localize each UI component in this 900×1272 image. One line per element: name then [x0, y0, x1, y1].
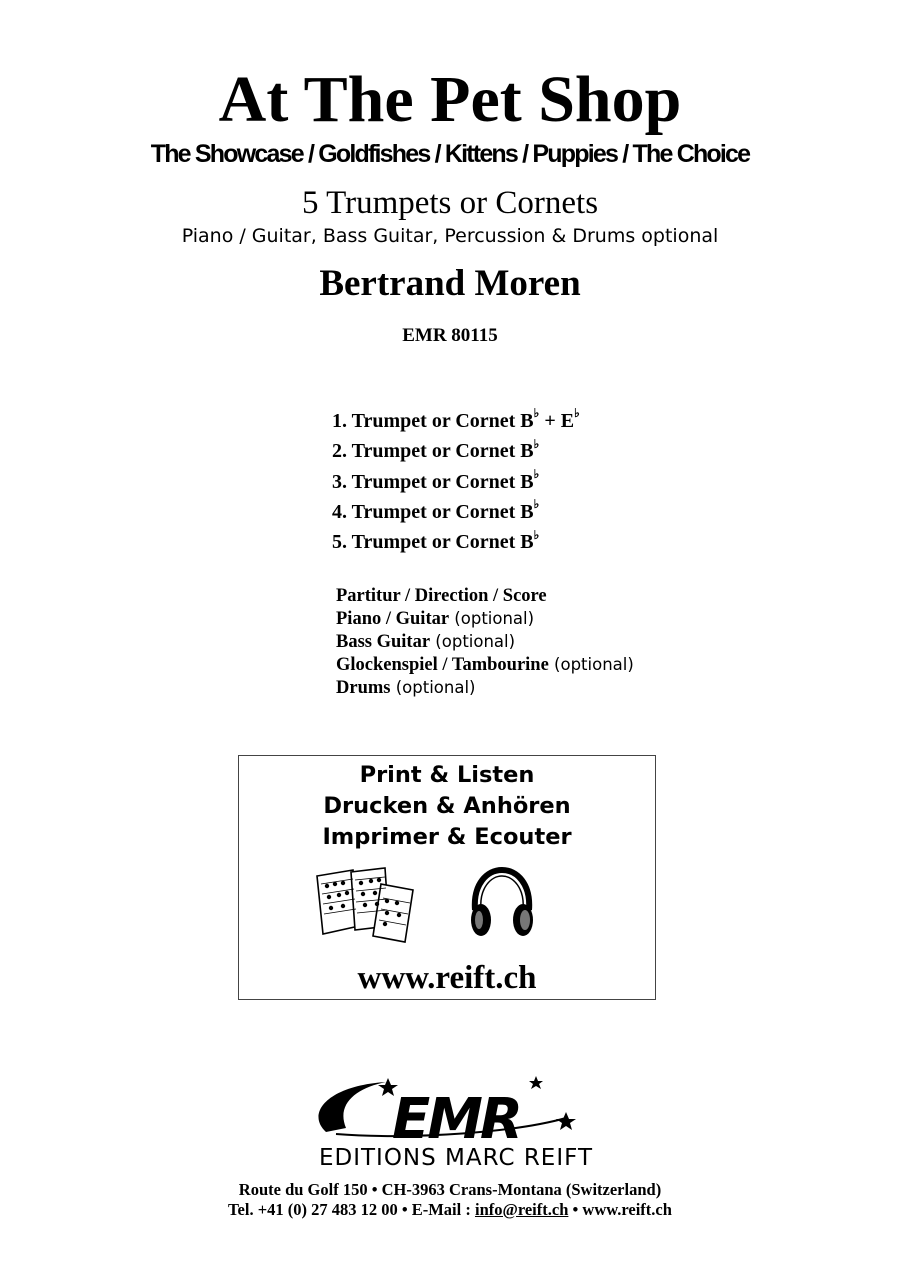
instrumentation: 5 Trumpets or Cornets: [301, 185, 599, 221]
part-item: 3. Trumpet or Cornet B♭: [332, 466, 540, 493]
publisher-name: EDITIONS MARC REIFT: [318, 1145, 594, 1171]
extra-parts-list: [336, 584, 634, 699]
extra-part-item: Drums (optional): [336, 678, 476, 698]
publisher-address: Route du Golf 150 • CH-3963 Crans-Montana (Switzerland): [238, 1180, 662, 1199]
print-listen-fr: Imprimer & Ecouter: [322, 824, 572, 850]
catalog-number: EMR 80115: [402, 325, 498, 346]
website-link[interactable]: www.reift.ch: [357, 960, 537, 996]
optional-instruments: Piano / Guitar, Bass Guitar, Percussion & Drums optional: [181, 225, 719, 247]
composer-name: Bertrand Moren: [319, 263, 581, 304]
extra-part-item: Piano / Guitar (optional): [336, 609, 535, 629]
parts-list: [332, 406, 580, 557]
publisher-logo: [236, 1074, 676, 1174]
part-item: 5. Trumpet or Cornet B♭: [332, 527, 540, 554]
movement-list: The Showcase / Goldfishes / Kittens / Puppies / The Choice: [150, 140, 750, 168]
extra-part-item: Partitur / Direction / Score: [336, 586, 547, 606]
sheet-music-icon: [313, 864, 423, 944]
print-listen-box: [238, 755, 656, 1000]
emr-logo-text: EMR: [391, 1087, 521, 1152]
extra-part-item: Bass Guitar (optional): [336, 632, 516, 652]
extra-part-item: Glockenspiel / Tambourine (optional): [336, 655, 634, 675]
part-item: 2. Trumpet or Cornet B♭: [332, 436, 540, 463]
print-listen-de: Drucken & Anhören: [323, 793, 571, 819]
print-listen-en: Print & Listen: [359, 762, 535, 788]
publisher-contact: Tel. +41 (0) 27 483 12 00 • E-Mail : info@reift.ch • www.reift.ch: [228, 1200, 672, 1219]
part-item: 4. Trumpet or Cornet B♭: [332, 497, 540, 523]
part-item: 1. Trumpet or Cornet B♭ + E♭: [332, 406, 580, 432]
page-title: At The Pet Shop: [218, 63, 682, 136]
email-link[interactable]: info@reift.ch: [474, 1200, 569, 1219]
headphones-icon: [467, 866, 537, 940]
